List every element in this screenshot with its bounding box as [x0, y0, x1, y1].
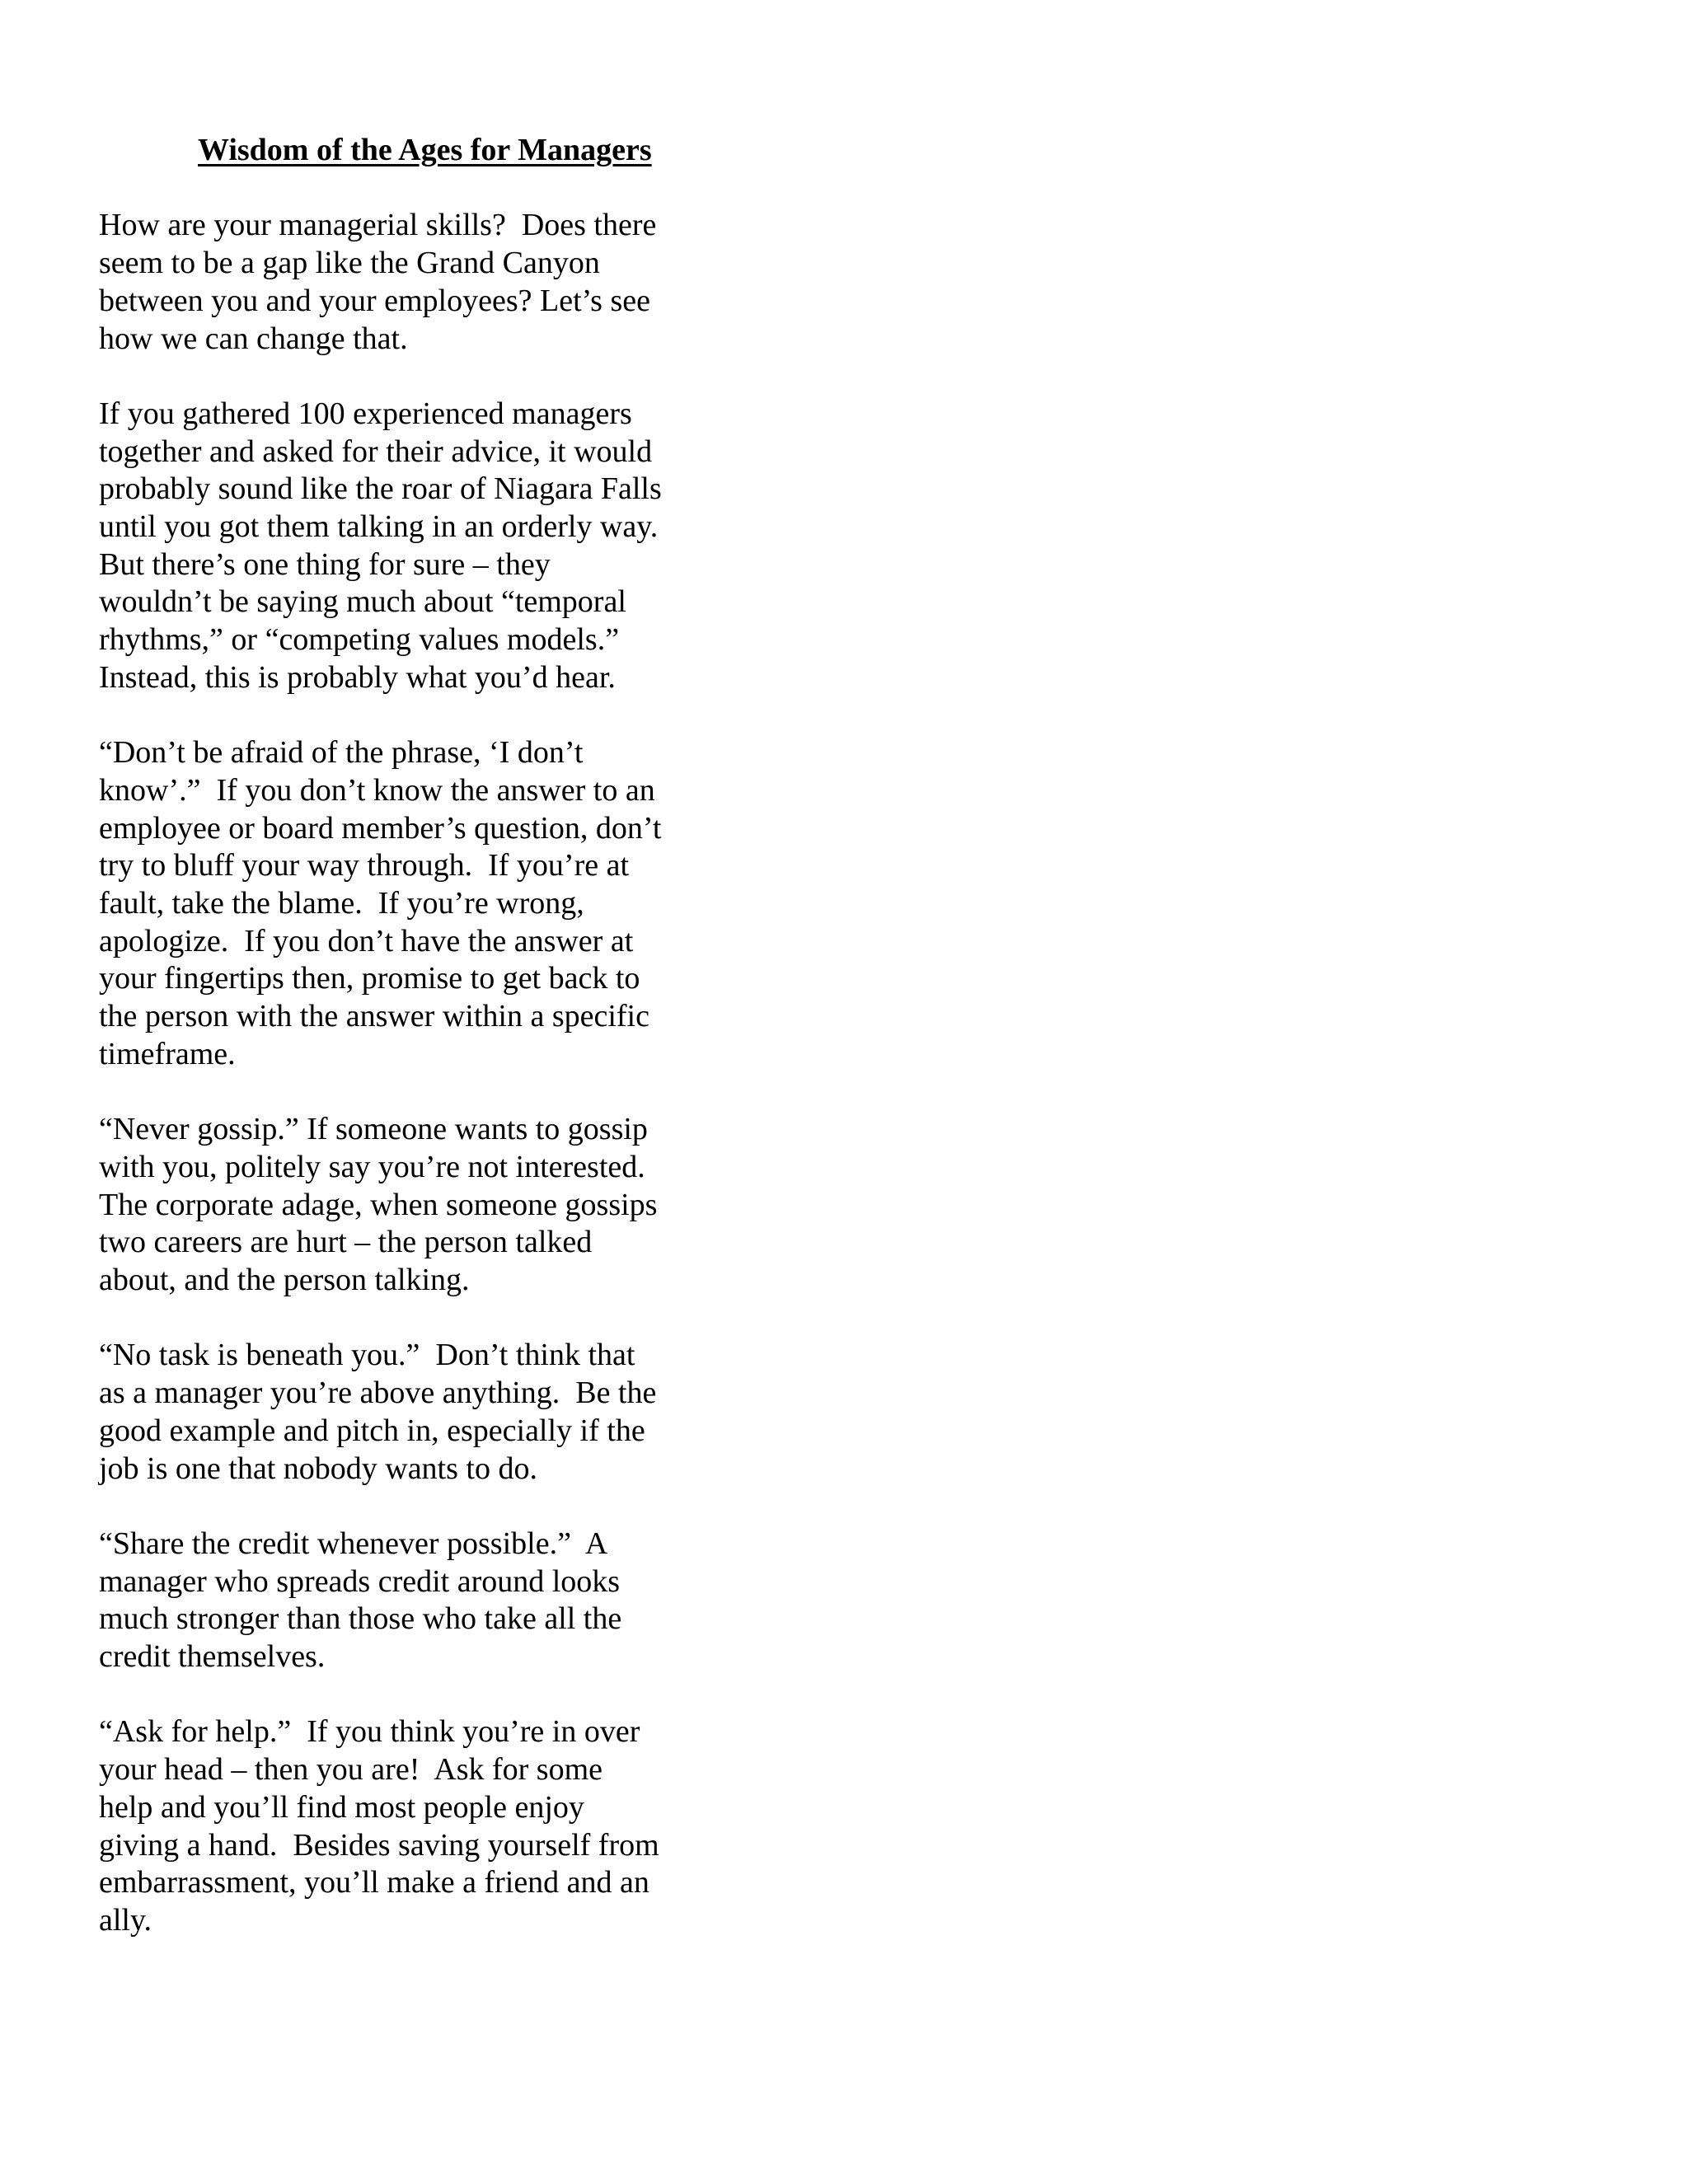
text-line: your fingertips then, promise to get back to — [99, 961, 640, 996]
text-line: manager who spreads credit around looks — [99, 1563, 621, 1599]
paragraph-ask-for-help — [99, 1713, 725, 1939]
text-line: Instead, this is probably what you’d hear. — [99, 659, 616, 695]
text-line: much stronger than those who take all the — [99, 1601, 622, 1637]
text-line: rhythms,” or “competing values models.” — [99, 622, 620, 658]
text-line: job is one that nobody wants to do. — [99, 1451, 537, 1486]
text-line: until you got them talking in an orderly way. — [99, 509, 659, 544]
text-column — [99, 132, 725, 1977]
text-line: seem to be a gap like the Grand Canyon — [99, 246, 600, 281]
text-line: wouldn’t be saying much about “temporal — [99, 584, 626, 620]
text-line: your head – then you are! Ask for some — [99, 1752, 603, 1788]
text-line: the person with the answer within a specific — [99, 999, 649, 1034]
text-line: employee or board member’s question, don’t — [99, 810, 662, 846]
text-line: know’.” If you don’t know the answer to an — [99, 772, 655, 808]
text-line: how we can change that. — [99, 321, 408, 356]
text-line: How are your managerial skills? Does there — [99, 208, 657, 243]
paragraph-no-task-beneath — [99, 1337, 725, 1488]
text-line: “Ask for help.” If you think you’re in over — [99, 1714, 640, 1750]
paragraph-managers-advice — [99, 396, 725, 697]
text-line: credit themselves. — [99, 1639, 326, 1675]
text-line: try to bluff your way through. If you’re at — [99, 848, 630, 883]
text-line: “Don’t be afraid of the phrase, ‘I don’t — [99, 735, 584, 771]
text-line: between you and your employees? Let’s see — [99, 283, 650, 318]
text-line: apologize. If you don’t have the answer at — [99, 923, 634, 958]
text-line: The corporate adage, when someone gossips — [99, 1187, 658, 1222]
text-line: with you, politely say you’re not interested. — [99, 1149, 645, 1184]
text-line: embarrassment, you’ll make a friend and an — [99, 1865, 649, 1900]
text-line: about, and the person talking. — [99, 1263, 470, 1298]
paragraph-never-gossip — [99, 1111, 725, 1300]
paragraph-share-credit — [99, 1526, 725, 1676]
text-line: ally. — [99, 1902, 152, 1938]
text-line: timeframe. — [99, 1036, 236, 1071]
text-line: two careers are hurt – the person talked — [99, 1225, 593, 1260]
text-line: probably sound like the roar of Niagara Falls — [99, 471, 662, 507]
text-line: “Share the credit whenever possible.” A — [99, 1526, 608, 1561]
text-line: as a manager you’re above anything. Be the — [99, 1376, 657, 1411]
text-line: If you gathered 100 experienced managers — [99, 396, 632, 431]
text-line: good example and pitch in, especially if the — [99, 1413, 645, 1448]
text-line: giving a hand. Besides saving yourself from — [99, 1827, 659, 1863]
text-line: help and you’ll find most people enjoy — [99, 1789, 584, 1825]
text-line: together and asked for their advice, it would — [99, 434, 653, 469]
text-line: “Never gossip.” If someone wants to gossip — [99, 1112, 648, 1147]
paragraph-dont-know — [99, 734, 725, 1073]
text-line: fault, take the blame. If you’re wrong, — [99, 886, 584, 921]
text-line: “No task is beneath you.” Don’t think that — [99, 1338, 635, 1373]
document-title: Wisdom of the Ages for Managers — [198, 133, 652, 167]
text-line: But there’s one thing for sure – they — [99, 546, 551, 582]
paragraph-intro — [99, 207, 725, 358]
